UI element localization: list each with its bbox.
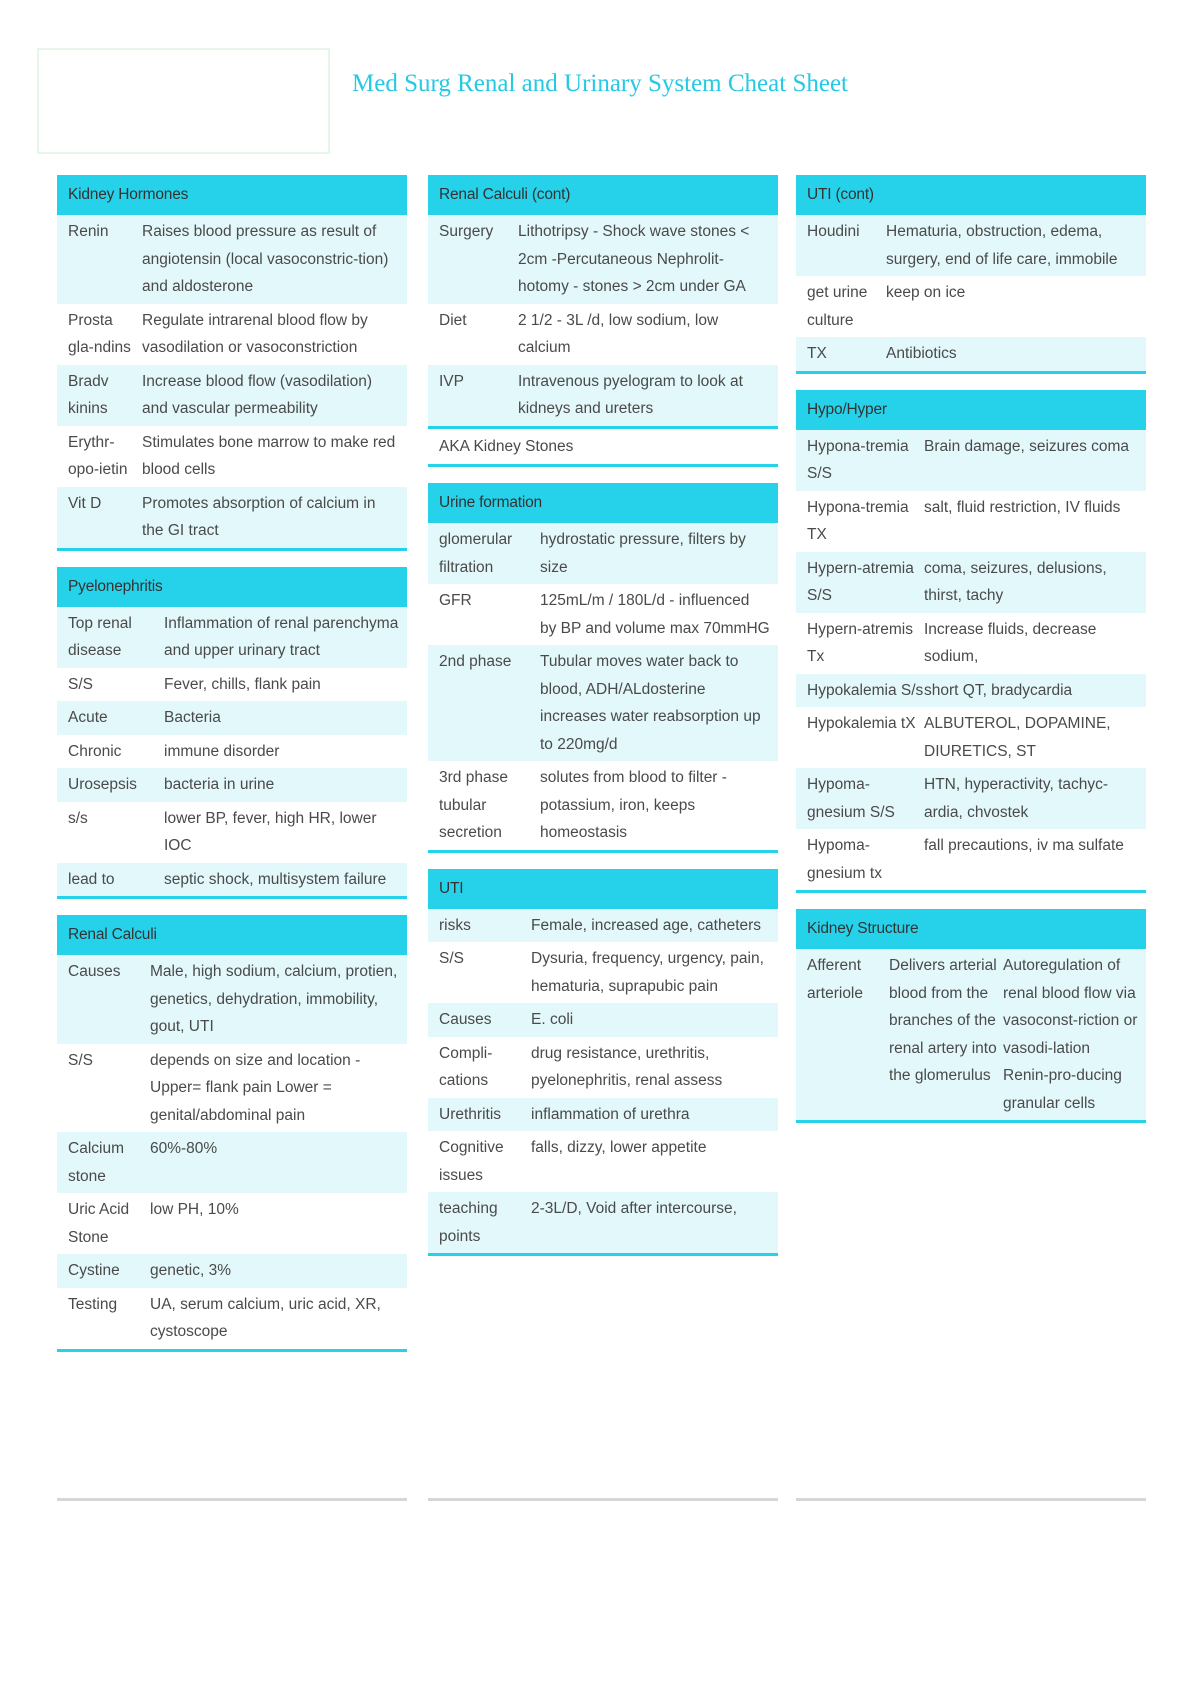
term-cell: Hypern-atremis Tx — [807, 620, 913, 665]
definition-cell: Increase blood flow (vasodilation) and vascular permeability — [142, 372, 373, 417]
term-cell: Causes — [68, 963, 121, 980]
definition-cell: hydrostatic pressure, filters by size — [540, 531, 746, 576]
table-row — [796, 768, 1146, 829]
term-cell: Hypern-atremia S/S — [807, 559, 914, 604]
definition-cell: inflammation of urethra — [531, 1105, 690, 1123]
definition-cell: drug resistance, urethritis, pyelonephritis, renal assess — [531, 1044, 723, 1089]
definition-cell: 2 1/2 - 3L /d, low sodium, low calcium — [518, 311, 719, 356]
term-cell: Prosta gla-ndins — [68, 311, 131, 356]
term-cell: Top renal disease — [68, 614, 132, 659]
term-cell: Diet — [439, 311, 467, 329]
section — [428, 483, 778, 853]
table-row — [57, 426, 407, 487]
table-row — [796, 949, 1146, 1120]
definition-cell: ALBUTEROL, DOPAMINE, DIURETICS, ST — [924, 715, 1111, 760]
definition-cell: coma, seizures, delusions, thirst, tachy — [924, 559, 1107, 604]
section — [428, 869, 778, 1257]
table-row — [57, 607, 407, 668]
section — [57, 915, 407, 1352]
table-row — [796, 215, 1146, 276]
table-row — [57, 304, 407, 365]
definition-cell: short QT, bradycardia — [924, 681, 1073, 699]
table-row — [57, 701, 407, 735]
table-row — [796, 613, 1146, 674]
section — [796, 390, 1146, 894]
definition-cell: Stimulates bone marrow to make red blood cells — [142, 433, 396, 478]
definition-cell: 60%-80% — [150, 1140, 218, 1157]
table-row — [57, 1044, 407, 1133]
term-cell: lead to — [68, 870, 115, 888]
section — [796, 175, 1146, 374]
table-row — [428, 1003, 778, 1037]
table-row — [428, 1192, 778, 1253]
definition-cell: UA, serum calcium, uric acid, XR, cystoscope — [150, 1295, 381, 1340]
section-header: Renal Calculi (cont) — [428, 175, 778, 215]
term-cell: Hypona-tremia S/S — [807, 437, 909, 482]
term-cell: S/S — [68, 675, 93, 693]
definition-cell: keep on ice — [886, 284, 966, 301]
term-cell: Hypokalemia S/s — [807, 681, 924, 699]
table-row — [428, 523, 778, 584]
table-row — [796, 276, 1146, 337]
term-cell: Compli-cations — [439, 1044, 493, 1089]
term-cell: GFR — [439, 592, 472, 609]
term-cell: Houdini — [807, 223, 860, 240]
definition-cell: Tubular moves water back to blood, ADH/ALdosterine increases water reabsorption up to 220mg/d — [540, 653, 761, 753]
table-row — [428, 304, 778, 365]
table-row — [57, 955, 407, 1044]
term-cell: IVP — [439, 372, 464, 390]
definition-cell: Regulate intrarenal blood flow by vasodilation or vasoconstriction — [142, 311, 368, 356]
term-cell: Hypokalemia tX — [807, 715, 916, 732]
definition-cell: solutes from blood to filter - potassium, iron, keeps homeostasis — [540, 769, 727, 841]
term-cell: Chronic — [68, 742, 122, 760]
definition-cell: genetic, 3% — [150, 1262, 231, 1279]
logo-placeholder — [37, 48, 330, 154]
table-row — [796, 552, 1146, 613]
section — [796, 909, 1146, 1123]
column-1-bottom-rule — [57, 1498, 407, 1501]
table-row — [428, 942, 778, 1003]
table-row — [57, 365, 407, 426]
section-header: Renal Calculi — [57, 915, 407, 955]
definition-cell: E. coli — [531, 1011, 574, 1028]
table-row — [57, 215, 407, 304]
definition-cell: bacteria in urine — [164, 776, 275, 793]
definition-cell: immune disorder — [164, 742, 280, 760]
term-cell: risks — [439, 916, 471, 934]
definition-cell: fall precautions, iv ma sulfate — [924, 837, 1124, 854]
term-cell: 3rd phase tubular secretion — [439, 769, 508, 841]
table-row — [57, 1132, 407, 1193]
definition-cell: Male, high sodium, calcium, protien, genetics, dehydration, immobility, gout, UTI — [150, 963, 398, 1035]
section-header: UTI (cont) — [796, 175, 1146, 215]
table-row — [428, 761, 778, 850]
term-cell: Hypoma-gnesium tx — [807, 837, 882, 882]
term-cell: Calcium stone — [68, 1140, 124, 1185]
definition-cell: Intravenous pyelogram to look at kidneys and ureters — [518, 372, 743, 417]
definition-cell: septic shock, multisystem failure — [164, 870, 387, 888]
definition-cell: 2-3L/D, Void after intercourse, — [531, 1200, 737, 1217]
term-cell: Afferent arteriole — [807, 957, 863, 1002]
table-row — [428, 645, 778, 761]
table-row — [57, 1288, 407, 1349]
table-row — [428, 215, 778, 304]
table-row — [428, 1131, 778, 1192]
table-row — [428, 1037, 778, 1098]
term-cell: s/s — [68, 809, 88, 827]
column-1 — [57, 175, 407, 1368]
definition-cell: 125mL/m / 180L/d - influenced by BP and volume max 70mmHG — [540, 592, 770, 637]
section — [57, 175, 407, 551]
definition-cell: Lithotripsy - Shock wave stones < 2cm -Percutaneous Nephrolit-hotomy - stones > 2cm under GA — [518, 223, 750, 295]
term-cell: Surgery — [439, 223, 494, 240]
table-row — [57, 735, 407, 769]
definition-cell: Bacteria — [164, 709, 221, 726]
term-cell: Hypona-tremia TX — [807, 498, 909, 543]
definition-cell: Fever, chills, flank pain — [164, 675, 321, 693]
term-cell: Urosepsis — [68, 776, 137, 793]
section-header: Urine formation — [428, 483, 778, 523]
definition-cell: lower BP, fever, high HR, lower IOC — [164, 809, 377, 854]
table-row — [796, 491, 1146, 552]
table-row — [796, 674, 1146, 708]
table-row — [428, 584, 778, 645]
term-cell: S/S — [68, 1051, 93, 1069]
column-3-bottom-rule — [796, 1498, 1146, 1501]
term-cell: Cognitive issues — [439, 1139, 504, 1184]
term-cell: Causes — [439, 1011, 492, 1028]
definition-cell: falls, dizzy, lower appetite — [531, 1139, 707, 1156]
section-header: UTI — [428, 869, 778, 909]
table-row — [796, 337, 1146, 371]
section — [428, 175, 778, 467]
table-row — [57, 863, 407, 897]
table-row — [428, 365, 778, 426]
term-cell: S/S — [439, 950, 464, 967]
table-row — [57, 1254, 407, 1288]
section-header: Kidney Structure — [796, 909, 1146, 949]
definition-cell: Increase fluids, decrease sodium, — [924, 620, 1097, 665]
section-header: Hypo/Hyper — [796, 390, 1146, 430]
definition-cell: Dysuria, frequency, urgency, pain, hematuria, suprapubic pain — [531, 950, 764, 995]
table-row — [57, 668, 407, 702]
section-header: Pyelonephritis — [57, 567, 407, 607]
table-row — [796, 707, 1146, 768]
definition-cell: Brain damage, seizures coma — [924, 437, 1130, 455]
term-cell: teaching points — [439, 1200, 498, 1245]
page-title: Med Surg Renal and Urinary System Cheat Sheet — [352, 70, 848, 97]
term-cell: Vit D — [68, 494, 102, 512]
definition-cell: salt, fluid restriction, IV fluids — [924, 498, 1121, 516]
term-cell: Renin — [68, 223, 109, 240]
table-row — [57, 768, 407, 802]
definition-cell: depends on size and location - Upper= flank pain Lower = genital/abdominal pain — [150, 1051, 361, 1124]
table-row — [796, 430, 1146, 491]
term-cell: Uric Acid Stone — [68, 1201, 130, 1246]
term-cell: Acute — [68, 709, 108, 726]
section — [57, 567, 407, 900]
definition-cell: Hematuria, obstruction, edema, surgery, end of life care, immobile — [886, 223, 1118, 268]
definition-cell: Antibiotics — [886, 345, 957, 362]
table-row — [796, 829, 1146, 890]
definition-cell: low PH, 10% — [150, 1201, 239, 1218]
term-cell: Testing — [68, 1295, 118, 1313]
term-cell: TX — [807, 345, 827, 362]
table-row — [428, 909, 778, 943]
term-cell: get urine culture — [807, 284, 868, 329]
column-3 — [796, 175, 1146, 1139]
term-cell: 2nd phase — [439, 653, 512, 670]
section-note: AKA Kidney Stones — [428, 426, 778, 465]
term-cell: Hypoma-gnesium S/S — [807, 776, 895, 821]
term-cell: glomerular filtration — [439, 531, 513, 576]
definition-cell: Delivers arterial blood from the branches of the renal artery into the glomerulus — [889, 957, 997, 1084]
definition-cell: Female, increased age, catheters — [531, 916, 762, 934]
table-row — [57, 487, 407, 548]
term-cell: Erythr-opo-ietin — [68, 433, 128, 478]
term-cell: Urethritis — [439, 1105, 502, 1123]
column-2-bottom-rule — [428, 1498, 778, 1501]
term-cell: Cystine — [68, 1262, 120, 1279]
table-row — [428, 1098, 778, 1132]
column-2 — [428, 175, 778, 1272]
section-header: Kidney Hormones — [57, 175, 407, 215]
term-cell: Bradv kinins — [68, 372, 109, 417]
table-row — [57, 802, 407, 863]
definition-cell: HTN, hyperactivity, tachyc-ardia, chvostek — [924, 776, 1109, 821]
definition-cell: Raises blood pressure as result of angiotensin (local vasoconstric-tion) and aldosterone — [142, 223, 389, 295]
definition-cell: Inflammation of renal parenchyma and upper urinary tract — [164, 614, 399, 659]
table-row — [57, 1193, 407, 1254]
definition-cell: Promotes absorption of calcium in the GI tract — [142, 494, 376, 539]
definition-cell: Autoregulation of renal blood flow via vasoconst-riction or vasodi-lation Renin-pro-ducing granular cells — [1003, 957, 1138, 1112]
